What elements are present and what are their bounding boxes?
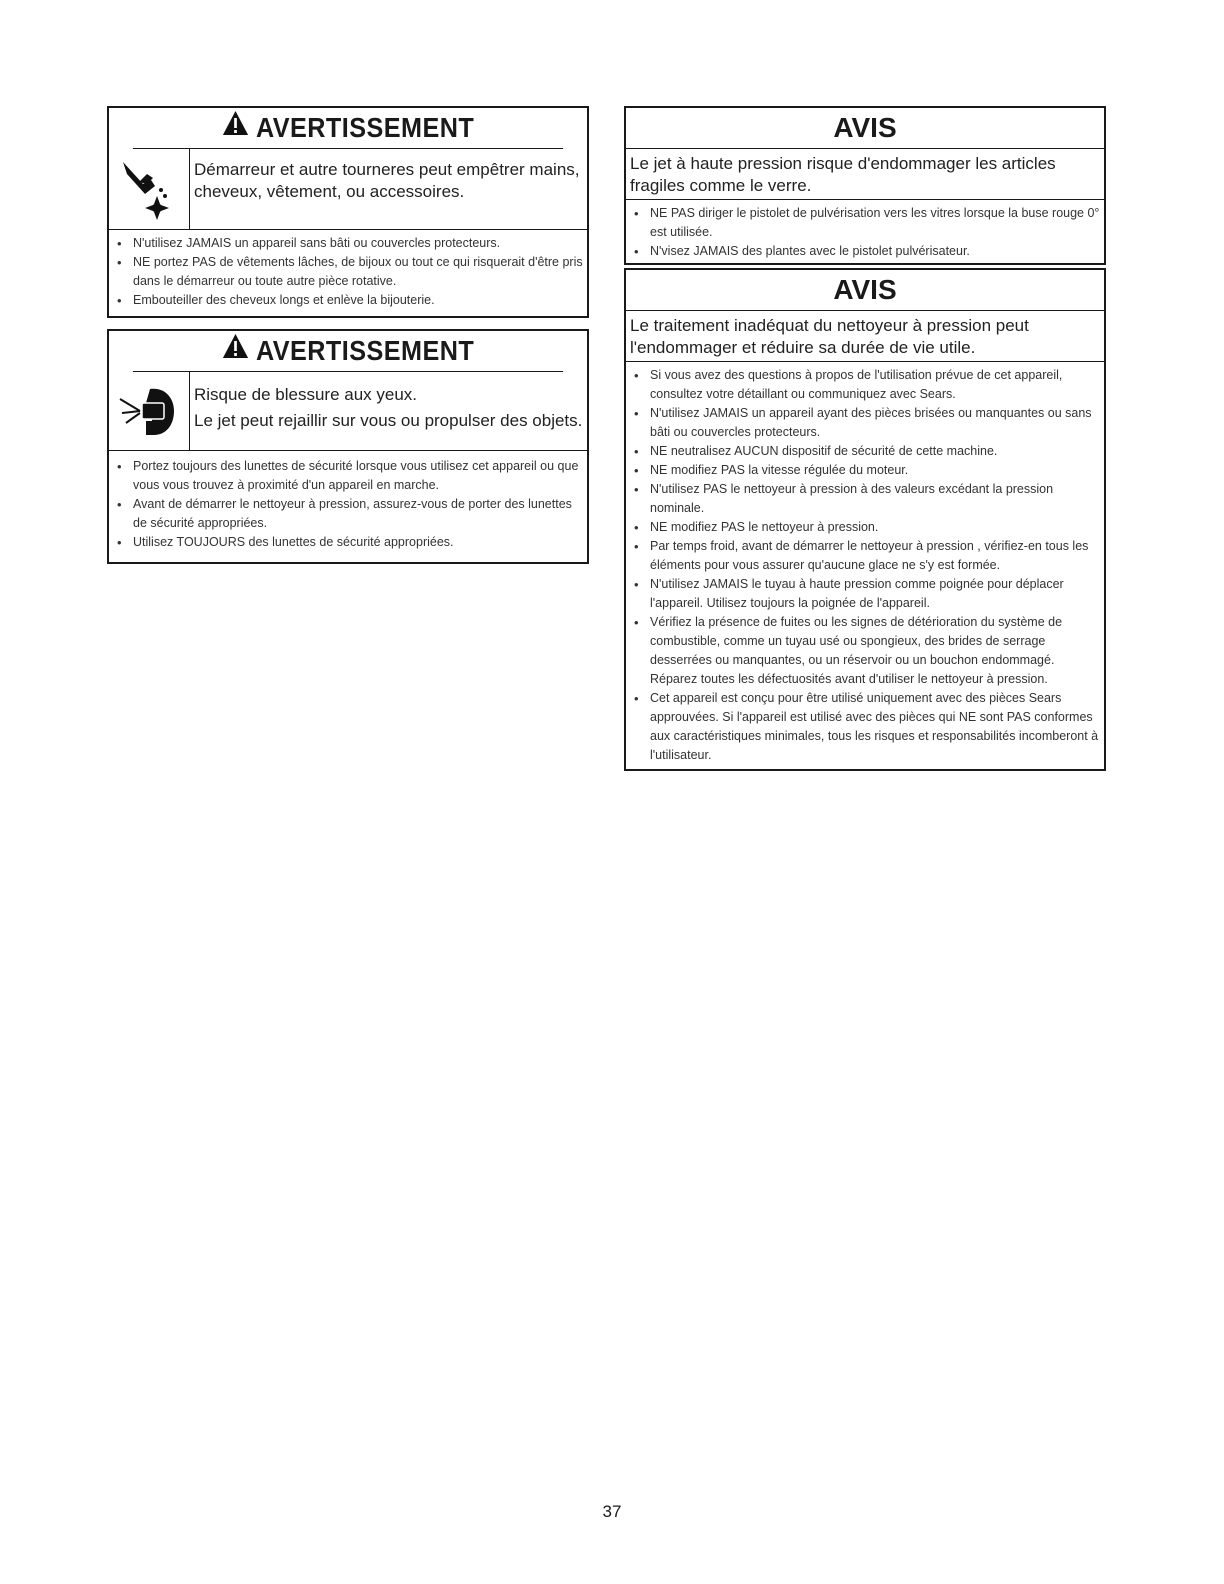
list-item: • Vérifiez la présence de fuites ou les signes de détérioration du système de combustible, comme un tuyau usé ou spongieux, des brides de serrage desserrées ou manquantes, ou un réservoir ou un bouchon endommagé. Réparez toutes les défectuosités avant d'utiliser le nettoyeur à pression. bbox=[632, 613, 1100, 689]
list-item: • Si vous avez des questions à propos de l'utilisation prévue de cet appareil, consultez votre détaillant ou communiquez avec Sears. bbox=[632, 366, 1100, 404]
list-item: • Cet appareil est conçu pour être utilisé uniquement avec des pièces Sears approuvées. Si l'appareil est utilisé avec des pièces qui NE sont PAS conformes aux caractéristiques minimales, tous les risques et responsabilités incomberont à l'utilisateur. bbox=[632, 689, 1100, 765]
list-item: • NE modifiez PAS le nettoyeur à pression. bbox=[632, 518, 1100, 537]
notice-list bbox=[626, 200, 1104, 263]
notice-title: AVIS bbox=[626, 108, 1104, 149]
list-item: • N'utilisez JAMAIS un appareil ayant des pièces brisées ou manquantes ou sans bâti ou couvercles protecteurs. bbox=[632, 404, 1100, 442]
warning-list bbox=[109, 451, 587, 562]
hazard-text bbox=[190, 372, 587, 450]
notice-box-treatment bbox=[624, 268, 1106, 771]
warning-title-text: AVERTISSEMENT bbox=[255, 335, 475, 366]
list-item: • NE PAS diriger le pistolet de pulvérisation vers les vitres lorsque la buse rouge 0° est utilisée. bbox=[632, 204, 1100, 242]
notice-box-fragile bbox=[624, 106, 1106, 265]
list-item: • NE modifiez PAS la vitesse régulée du moteur. bbox=[632, 461, 1100, 480]
list-item: • Avant de démarrer le nettoyeur à pression, assurez-vous de porter des lunettes de sécurité appropriées. bbox=[115, 495, 583, 533]
warning-triangle-icon bbox=[222, 107, 249, 147]
hazard-line: Le jet peut rejaillir sur vous ou propulser des objets. bbox=[194, 411, 583, 430]
list-item: • NE neutralisez AUCUN dispositif de sécurité de cette machine. bbox=[632, 442, 1100, 461]
warning-title-text: AVERTISSEMENT bbox=[255, 112, 475, 143]
list-item: • Utilisez TOUJOURS des lunettes de sécurité appropriées. bbox=[115, 533, 583, 552]
notice-title: AVIS bbox=[626, 270, 1104, 311]
hazard-row bbox=[109, 372, 587, 451]
notice-lead: Le jet à haute pression risque d'endommager les articles fragiles comme le verre. bbox=[626, 149, 1104, 200]
list-item: • Par temps froid, avant de démarrer le nettoyeur à pression , vérifiez-en tous les éléments pour vous assurer qu'aucune glace ne s'y est formée. bbox=[632, 537, 1100, 575]
list-item: • Embouteiller des cheveux longs et enlève la bijouterie. bbox=[115, 291, 583, 310]
list-item: • N'utilisez JAMAIS un appareil sans bâti ou couvercles protecteurs. bbox=[115, 234, 583, 253]
warning-box-entanglement bbox=[107, 106, 589, 318]
warning-box-eyes bbox=[107, 329, 589, 564]
list-item: • N'utilisez PAS le nettoyeur à pression à des valeurs excédant la pression nominale. bbox=[632, 480, 1100, 518]
list-item: • N'utilisez JAMAIS le tuyau à haute pression comme poignée pour déplacer l'appareil. Utilisez toujours la poignée de l'appareil. bbox=[632, 575, 1100, 613]
warning-title bbox=[133, 108, 563, 149]
eye-protection-icon bbox=[109, 372, 190, 450]
page-number: 37 bbox=[602, 1502, 622, 1521]
notice-lead: Le traitement inadéquat du nettoyeur à pression peut l'endommager et réduire sa durée de vie utile. bbox=[626, 311, 1104, 362]
list-item: • NE portez PAS de vêtements lâches, de bijoux ou tout ce qui risquerait d'être pris dans le démarreur ou toute autre pièce rotative. bbox=[115, 253, 583, 291]
warning-triangle-icon bbox=[222, 330, 249, 370]
warning-title bbox=[133, 331, 563, 372]
hazard-row bbox=[109, 149, 587, 230]
entanglement-hazard-icon bbox=[109, 149, 190, 229]
warning-list bbox=[109, 230, 587, 316]
notice-list bbox=[626, 362, 1104, 769]
list-item: • Portez toujours des lunettes de sécurité lorsque vous utilisez cet appareil ou que vous vous trouvez à proximité d'un appareil en marche. bbox=[115, 457, 583, 495]
list-item: • N'visez JAMAIS des plantes avec le pistolet pulvérisateur. bbox=[632, 242, 1100, 261]
hazard-line: Risque de blessure aux yeux. bbox=[194, 385, 418, 404]
hazard-text: Démarreur et autre tourneres peut empêtrer mains, cheveux, vêtement, ou accessoires. bbox=[194, 160, 580, 201]
